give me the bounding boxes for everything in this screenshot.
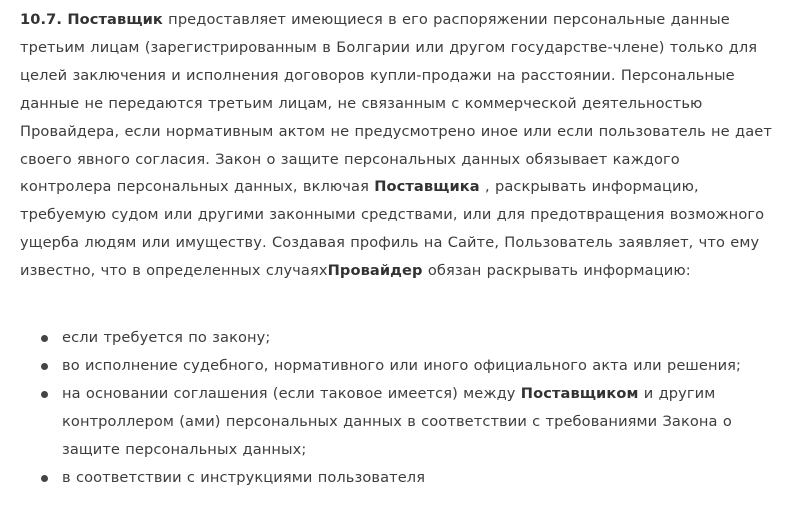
bullet-icon <box>41 363 48 370</box>
clause-number: 10.7. <box>20 11 63 28</box>
bullet-icon <box>41 335 48 342</box>
list-item-text: если требуется по закону; <box>62 329 271 347</box>
supplier-term: Поставщик <box>67 11 163 28</box>
supplier-term-genitive: Поставщика <box>374 178 480 196</box>
bullet-icon <box>41 475 48 482</box>
provider-term: Провайдер <box>327 262 423 280</box>
list-item-text-after: и другим контроллером (ами) персональных данных в соответствии с требованиями Закона о защите персональных данных; <box>62 384 732 458</box>
list-item-text: во исполнение судебного, нормативного или иного официального акта или решения; <box>62 356 742 374</box>
list-item <box>20 352 776 380</box>
list-item <box>20 324 776 352</box>
clause-text-part-1: предоставляет имеющиеся в его распоряжении персональные данные третьим лицам (зарегистрированным в Болгарии или другом государстве-члене) только для целей заключения и исполнения договоров купли-продажи на расстоянии. Персональные данные не передаются третьим лицам, не связанным с коммерческой деятельностью Провайдера, если нормативным актом не предусмотрено иное или если пользователь не дает своего явного согласия. Закон о защите персональных данных обязывает каждого контролера персональных данных, включая <box>20 11 772 196</box>
clause-text-part-3: обязан раскрывать информацию: <box>422 262 691 280</box>
supplier-term-instrumental: Поставщиком <box>520 384 639 402</box>
clause-text-part-2: , раскрывать информацию, требуемую судом или другими законными средствами, или для предотвращения возможного ущерба людям или имуществу. Создавая профиль на Сайте, Пользователь заявляет, что ему известно, что в определенных случаях <box>20 178 765 280</box>
disclosure-conditions-list <box>20 324 776 491</box>
list-item <box>20 380 776 464</box>
clause-paragraph <box>20 6 776 285</box>
list-item-text: в соответствии с инструкциями пользователя <box>62 468 426 486</box>
list-item <box>20 464 776 492</box>
bullet-icon <box>41 391 48 398</box>
list-item-text-before: на основании соглашения (если таковое имеется) между <box>62 384 521 402</box>
